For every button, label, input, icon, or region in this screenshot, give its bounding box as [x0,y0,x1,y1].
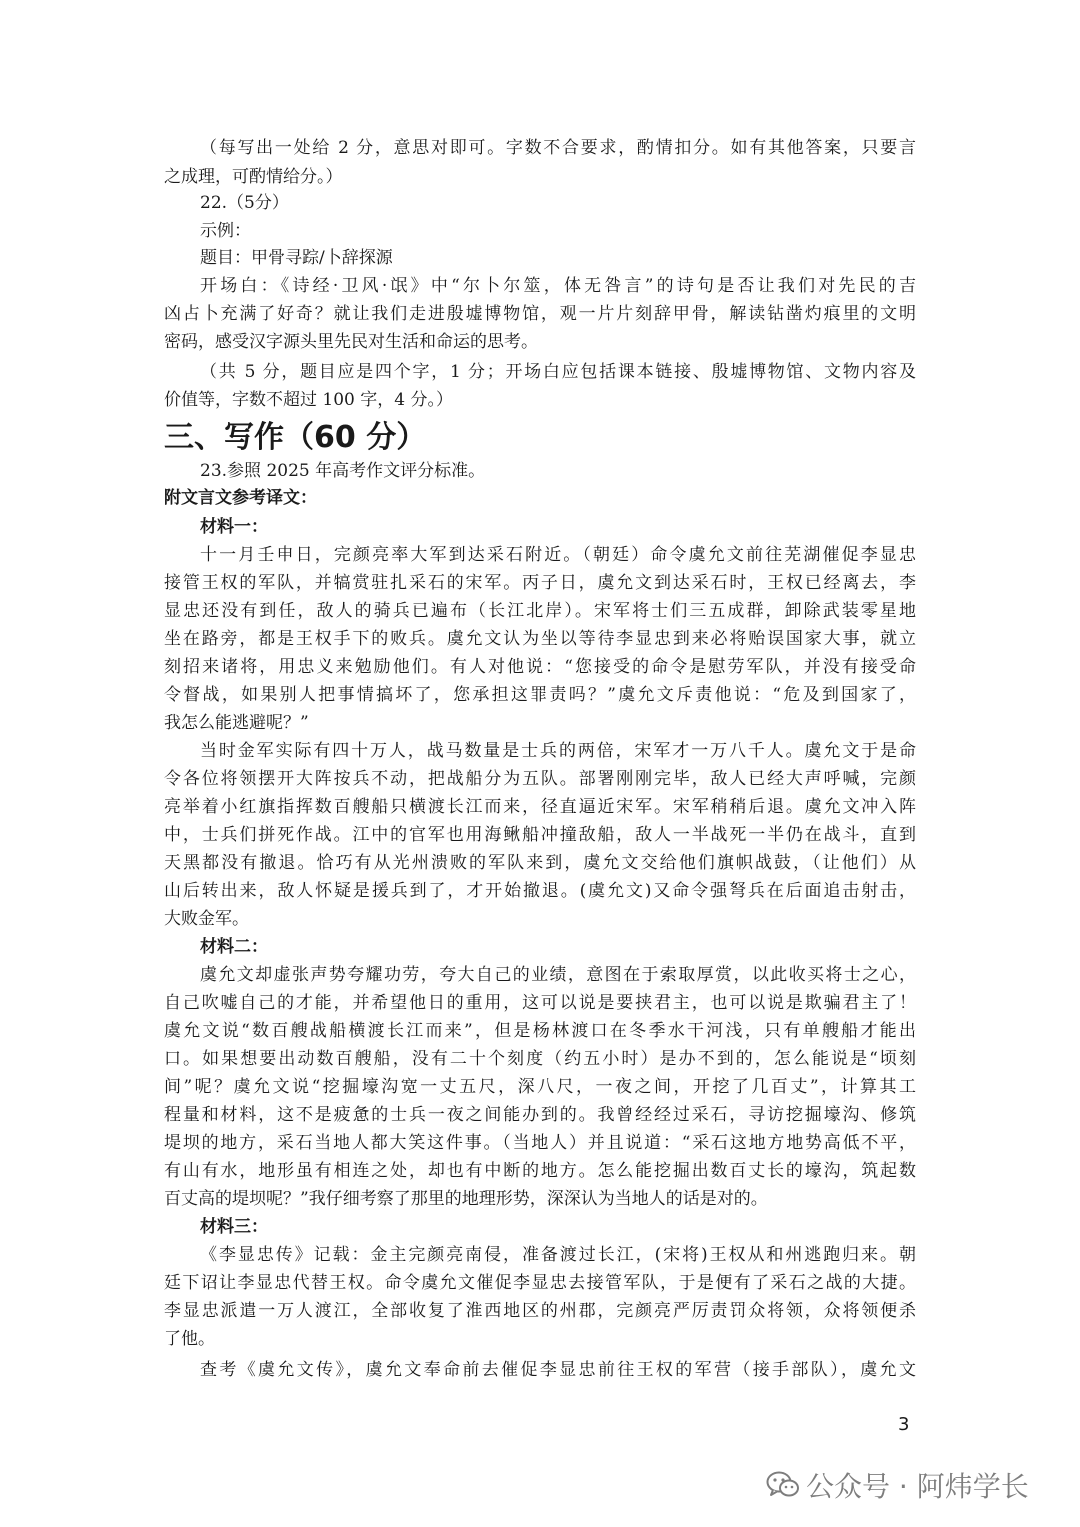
material-1-label: 材料一： [200,517,268,537]
section-heading: 三、写作（60 分） [164,420,427,455]
translation-line: 间”呢？虞允文说“挖掘壕沟宽一丈五尺，深八尺，一夜之间，开挖了几百丈”，计算其工 [164,1077,916,1097]
translation-line: 亮举着小红旗指挥数百艘船只横渡长江而来，径直逼近宋军。宋军稍稍后退。虞允文冲入阵 [164,797,916,817]
translation-line: 查考《虞允文传》，虞允文奉命前去催促李显忠前往王权的军营（接手部队），虞允文 [200,1360,916,1380]
opening-line: 密码，感受汉字源头里先民对生活和命运的思考。 [164,332,538,352]
translation-line: 自己吹嘘自己的才能，并希望他日的重用，这可以说是要挟君主，也可以说是欺骗君主了！ [164,993,916,1013]
translation-line: 程量和材料，这不是疲惫的士兵一夜之间能办到的。我曾经经过采石，寻访挖掘壕沟、修筑 [164,1105,916,1125]
watermark-text: 公众号 · 阿炜学长 [806,1470,1029,1503]
translation-line: 虞允文说“数百艘战船横渡长江而来”，但是杨林渡口在冬季水干河浅，只有单艘船才能出 [164,1021,916,1041]
translation-line: 刻招来诸将，用忠义来勉励他们。有人对他说：“您接受的命令是慰劳军队，并没有接受命 [164,657,916,677]
translation-line: 了他。 [164,1329,215,1349]
page-number: 3 [898,1414,910,1435]
translation-line: 我怎么能逃避呢？” [164,713,309,733]
translation-line: 坐在路旁，都是王权手下的败兵。虞允文认为坐以等待李显忠到来必将贻误国家大事，就立 [164,629,916,649]
example-label: 示例： [200,221,251,241]
scoring-note-line: （每写出一处给 2 分，意思对即可。字数不合要求，酌情扣分。如有其他答案，只要言 [200,138,916,158]
title-line: 题目：甲骨寻踪/卜辞探源 [200,248,393,268]
scoring-note-line: 价值等，字数不超过 100 字，4 分。） [164,390,453,410]
translation-line: 令督战，如果别人把事情搞坏了，您承担这罪责吗？”虞允文斥责他说：“危及到国家了， [164,685,916,705]
scoring-note-line: 之成理，可酌情给分。） [164,167,343,187]
material-2-label: 材料二： [200,937,268,957]
opening-line: 凶占卜充满了好奇？就让我们走进殷墟博物馆，观一片片刻辞甲骨，解读钻凿灼痕里的文明 [164,304,916,324]
question-number: 22.（5分） [200,193,289,213]
translation-line: 令各位将领摆开大阵按兵不动，把战船分为五队。部署刚刚完毕，敌人已经大声呼喊，完颜 [164,769,916,789]
translation-line: 堤坝的地方，采石当地人都大笑这件事。（当地人）并且说道：“采石这地方地势高低不平， [164,1133,916,1153]
translation-line: 李显忠派遣一万人渡江，全部收复了淮西地区的州郡，完颜亮严厉责罚众将领，众将领便杀 [164,1301,916,1321]
translation-line: 廷下诏让李显忠代替王权。命令虞允文催促李显忠去接管军队，于是便有了采石之战的大捷。 [164,1273,916,1293]
scoring-note-line: （共 5 分，题目应是四个字，1 分；开场白应包括课本链接、殷墟博物馆、文物内容及 [200,362,916,382]
translation-line: 十一月壬申日，完颜亮率大军到达采石附近。（朝廷）命令虞允文前往芜湖催促李显忠 [200,545,916,565]
translation-line: 虞允文却虚张声势夸耀功劳，夸大自己的业绩，意图在于索取厚赏，以此收买将士之心， [200,965,916,985]
translation-line: 显忠还没有到任，敌人的骑兵已遍布（长江北岸）。宋军将士们三五成群，卸除武装零星地 [164,601,916,621]
translation-line: 有山有水，地形虽有相连之处，却也有中断的地方。怎么能挖掘出数百丈长的壕沟，筑起数 [164,1161,916,1181]
opening-line: 开场白：《诗经·卫风·氓》中“尔卜尔筮，体无咎言”的诗句是否让我们对先民的吉 [200,276,916,296]
question-23: 23.参照 2025 年高考作文评分标准。 [200,461,486,481]
translation-line: 大败金军。 [164,909,249,929]
wechat-icon [766,1470,800,1500]
translation-line: 当时金军实际有四十万人，战马数量是士兵的两倍，宋军才一万八千人。虞允文于是命 [200,741,916,761]
translation-line: 中，士兵们拼死作战。江中的官军也用海鳅船冲撞敌船，敌人一半战死一半仍在战斗，直到 [164,825,916,845]
translation-line: 《李显忠传》记载：金主完颜亮南侵，准备渡过长江，(宋将)王权从和州逃跑归来。朝 [200,1245,916,1265]
material-3-label: 材料三： [200,1217,268,1237]
translation-line: 接管王权的军队，并犒赏驻扎采石的宋军。丙子日，虞允文到达采石时，王权已经离去，李 [164,573,916,593]
translation-line: 天黑都没有撤退。恰巧有从光州溃败的军队来到，虞允文交给他们旗帜战鼓，（让他们）从 [164,853,916,873]
translation-line: 山后转出来，敌人怀疑是援兵到了，才开始撤退。(虞允文)又命令强弩兵在后面追击射击， [164,881,916,901]
watermark [766,1465,1029,1505]
translation-line: 口。如果想要出动数百艘船，没有二十个刻度（约五小时）是办不到的，怎么能说是“顷刻 [164,1049,916,1069]
appendix-title: 附文言文参考译文： [164,488,317,508]
translation-line: 百丈高的堤坝呢？”我仔细考察了那里的地理形势，深深认为当地人的话是对的。 [164,1189,768,1209]
